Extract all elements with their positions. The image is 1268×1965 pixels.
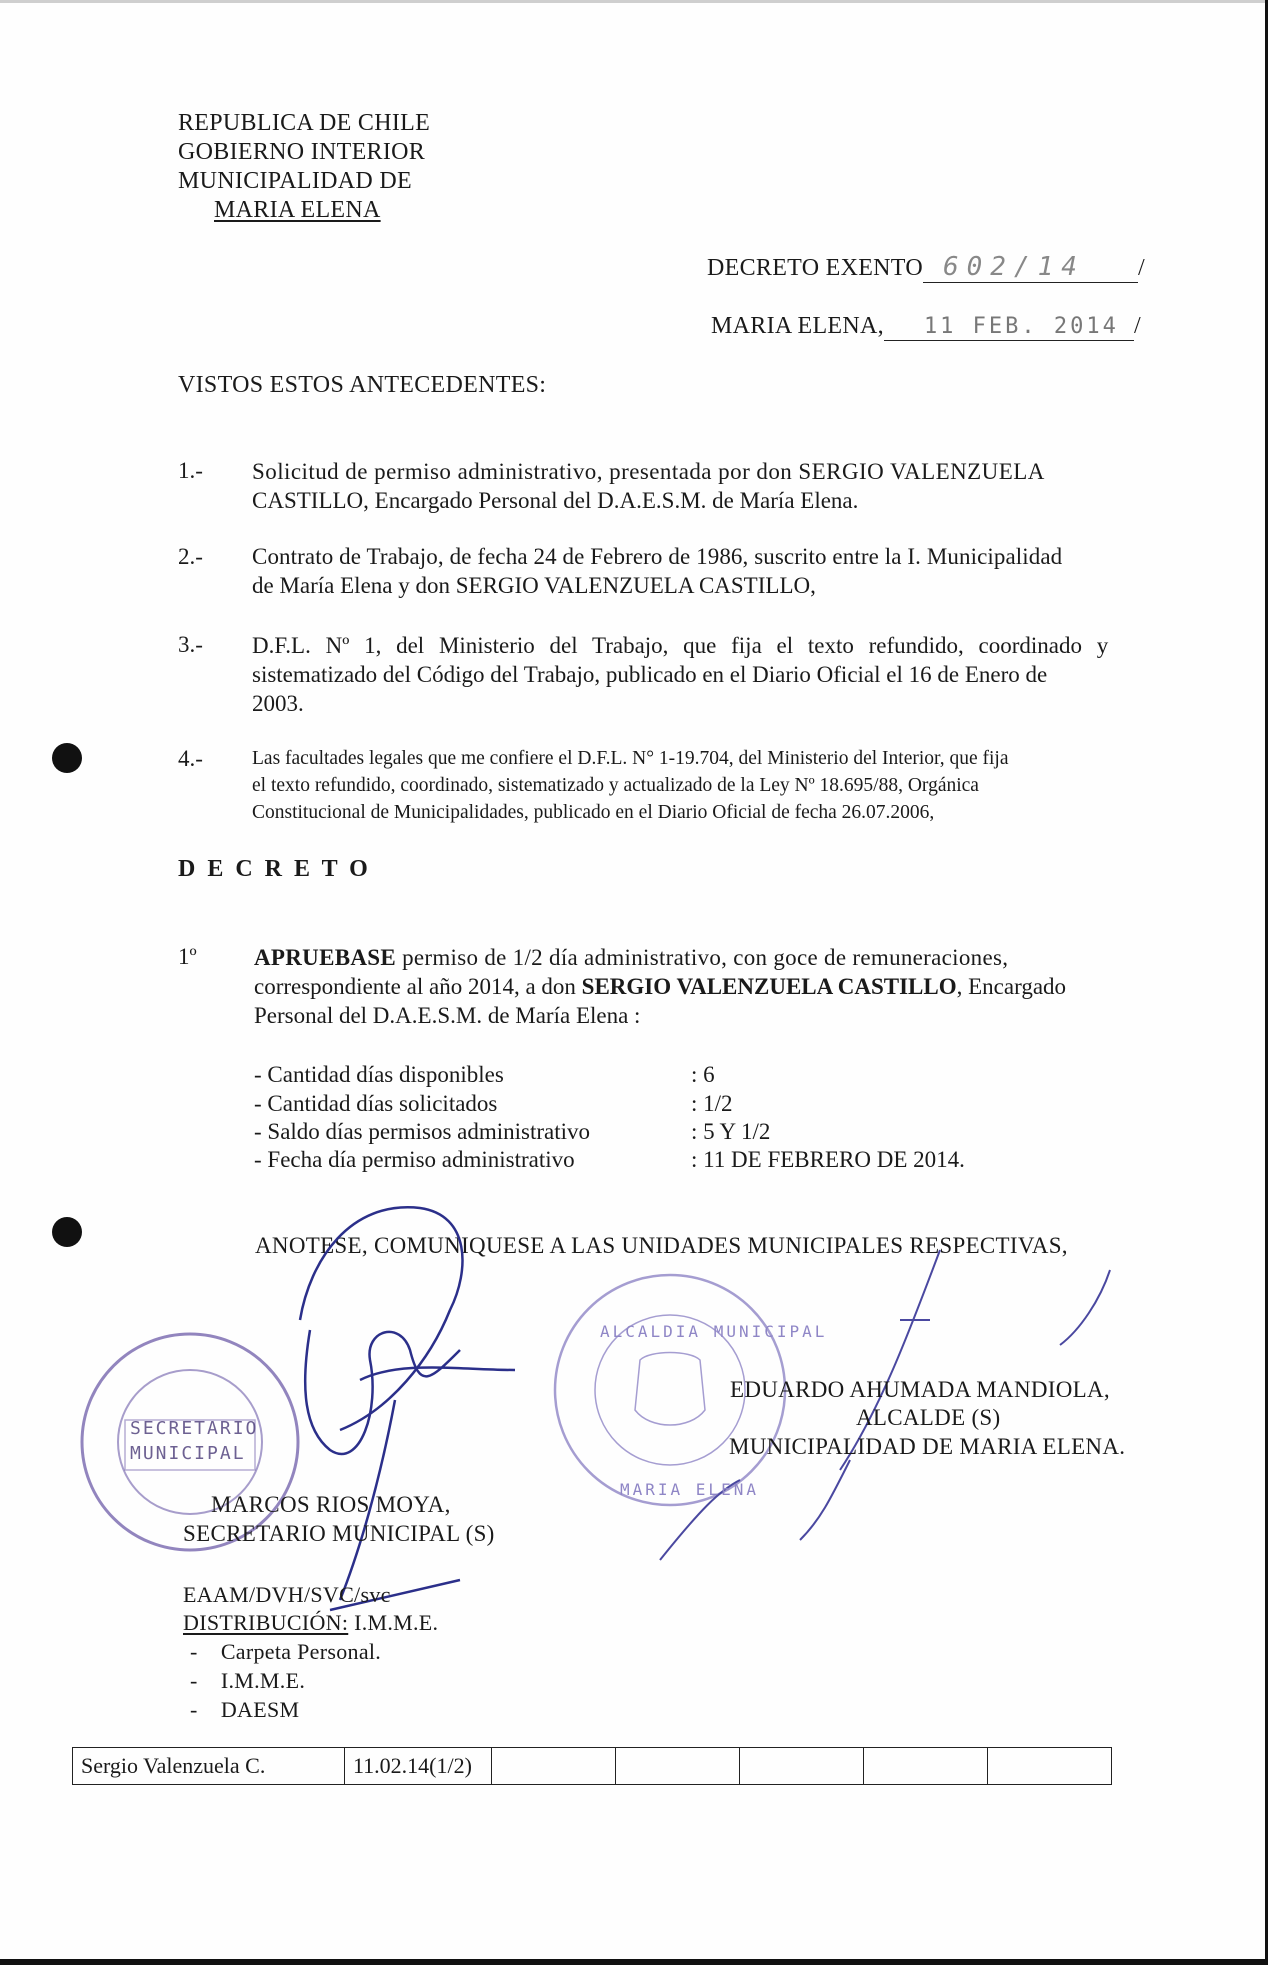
footer-cell-empty-5 bbox=[988, 1748, 1112, 1785]
vistos-item-2-line2: de María Elena y don SERGIO VALENZUELA CASTILLO, bbox=[252, 573, 816, 598]
secretary-title: SECRETARIO MUNICIPAL (S) bbox=[183, 1521, 495, 1546]
detail-label-1: - Cantidad días disponibles bbox=[254, 1062, 504, 1087]
distribution-item-1: - Carpeta Personal. bbox=[190, 1639, 382, 1664]
detail-label-4: - Fecha día permiso administrativo bbox=[254, 1147, 575, 1172]
decreto-line2 bbox=[254, 972, 1066, 1001]
detail-label-3: - Saldo días permisos administrativo bbox=[254, 1119, 591, 1144]
mayor-title: ALCALDE (S) bbox=[856, 1405, 1001, 1430]
decree-date-row bbox=[711, 311, 1141, 341]
footer-cell-empty-1 bbox=[492, 1748, 616, 1785]
decreto-heading: D E C R E T O bbox=[178, 856, 371, 882]
stamp-left-municipal: MUNICIPAL bbox=[130, 1443, 246, 1464]
footer-record-table bbox=[72, 1747, 1112, 1785]
decree-label: DECRETO EXENTO bbox=[707, 255, 923, 281]
decreto-line2-post: , Encargado bbox=[956, 974, 1067, 999]
decreto-employee-name: SERGIO VALENZUELA CASTILLO bbox=[581, 974, 957, 999]
decreto-line2-pre: correspondiente al año 2014, a don bbox=[254, 974, 582, 999]
vistos-item-4-num: 4.- bbox=[178, 746, 203, 771]
vistos-item-3-line1: D.F.L. Nº 1, del Ministerio del Trabajo, que fija el texto refundido, coordinado y bbox=[252, 633, 1109, 658]
decree-date-field bbox=[884, 314, 1134, 341]
vistos-item-4-line2: el texto refundido, coordinado, sistematizado y actualizado de la Ley Nº 18.695/88, Orgánica bbox=[252, 775, 979, 796]
vistos-item-3-line3: 2003. bbox=[252, 691, 304, 716]
decreto-line1 bbox=[254, 943, 1008, 972]
vistos-item-1-line1: Solicitud de permiso administrativo, presentada por don SERGIO VALENZUELA bbox=[252, 459, 1045, 484]
vistos-item-3-line2: sistematizado del Código del Trabajo, publicado en el Diario Oficial el 16 de Enero de bbox=[252, 662, 1048, 687]
distribution-item-2: - I.M.M.E. bbox=[190, 1668, 306, 1693]
secretary-signature bbox=[300, 1207, 515, 1610]
closing-text: ANOTESE, COMUNIQUESE A LAS UNIDADES MUNICIPALES RESPECTIVAS, bbox=[255, 1233, 1068, 1258]
footer-cell-name: Sergio Valenzuela C. bbox=[73, 1748, 345, 1785]
stamp-right-top-text: ALCALDIA MUNICIPAL bbox=[600, 1322, 828, 1341]
vistos-item-4-line3: Constitucional de Municipalidades, publicado en el Diario Oficial de fecha 26.07.2006, bbox=[252, 802, 935, 823]
distribution-row bbox=[183, 1608, 438, 1638]
stamp-left-secretario: SECRETARIO bbox=[130, 1418, 259, 1439]
detail-value-3: : 5 Y 1/2 bbox=[691, 1119, 771, 1144]
mayor-name: EDUARDO AHUMADA MANDIOLA, bbox=[730, 1377, 1110, 1402]
footer-cell-empty-2 bbox=[616, 1748, 740, 1785]
distribution-initials: EAAM/DVH/SVC/svc bbox=[183, 1582, 391, 1607]
decree-number-field bbox=[923, 252, 1138, 283]
vistos-item-4-line1: Las facultades legales que me confiere el D.F.L. N° 1-19.704, del Ministerio del Interior, que fija bbox=[252, 748, 1009, 769]
decree-number-handwritten: 602/14 bbox=[942, 252, 1085, 282]
footer-cell-empty-4 bbox=[864, 1748, 988, 1785]
decree-date-stamp: 11 FEB. 2014 bbox=[923, 314, 1119, 339]
decree-place: MARIA ELENA, bbox=[711, 313, 884, 339]
punch-hole-top bbox=[52, 743, 82, 773]
footer-cell-date: 11.02.14(1/2) bbox=[345, 1748, 492, 1785]
decreto-approve-word: APRUEBASE bbox=[254, 945, 397, 970]
footer-cell-empty-3 bbox=[740, 1748, 864, 1785]
vistos-heading: VISTOS ESTOS ANTECEDENTES: bbox=[178, 372, 547, 398]
distribution-item-3-text: DAESM bbox=[220, 1697, 300, 1722]
header-city: MARIA ELENA bbox=[214, 197, 381, 223]
detail-value-4: : 11 DE FEBRERO DE 2014. bbox=[691, 1147, 965, 1172]
vistos-item-1-line2: CASTILLO, Encargado Personal del D.A.E.S.M. de María Elena. bbox=[252, 488, 859, 513]
header-municipality: MUNICIPALIDAD DE bbox=[178, 168, 412, 194]
decree-date-end: / bbox=[1133, 313, 1141, 339]
distribution-item-1-text: Carpeta Personal. bbox=[220, 1639, 382, 1664]
distribution-first: I.M.M.E. bbox=[354, 1610, 439, 1635]
vistos-item-2-line1: Contrato de Trabajo, de fecha 24 de Febrero de 1986, suscrito entre la I. Municipalidad bbox=[252, 544, 1063, 569]
decreto-article-num: 1º bbox=[178, 944, 197, 969]
stamp-right-bottom-text: MARIA ELENA bbox=[620, 1480, 759, 1499]
distribution-item-3: - DAESM bbox=[190, 1697, 300, 1722]
header-government: GOBIERNO INTERIOR bbox=[178, 139, 426, 165]
distribution-item-2-text: I.M.M.E. bbox=[220, 1668, 306, 1693]
header-country: REPUBLICA DE CHILE bbox=[178, 110, 431, 136]
scan-edge-top bbox=[0, 0, 1268, 3]
table-row bbox=[73, 1748, 1112, 1785]
vistos-item-2-num: 2.- bbox=[178, 544, 203, 569]
vistos-item-3-num: 3.- bbox=[178, 632, 203, 657]
scan-edge-bottom bbox=[0, 1959, 1268, 1965]
vistos-item-1-num: 1.- bbox=[178, 458, 203, 483]
decreto-line3: Personal del D.A.E.S.M. de María Elena : bbox=[254, 1003, 641, 1028]
detail-value-1: : 6 bbox=[691, 1062, 715, 1087]
detail-value-2: : 1/2 bbox=[691, 1091, 733, 1116]
decreto-line1-rest: permiso de 1/2 día administrativo, con goce de remuneraciones, bbox=[396, 945, 1009, 970]
decree-number-end: / bbox=[1137, 255, 1145, 281]
distribution-label: DISTRIBUCIÓN: bbox=[183, 1610, 349, 1635]
detail-label-2: - Cantidad días solicitados bbox=[254, 1091, 498, 1116]
mayor-org: MUNICIPALIDAD DE MARIA ELENA. bbox=[729, 1434, 1126, 1459]
secretary-name: MARCOS RIOS MOYA, bbox=[211, 1492, 451, 1517]
decree-number-row bbox=[707, 253, 1145, 283]
